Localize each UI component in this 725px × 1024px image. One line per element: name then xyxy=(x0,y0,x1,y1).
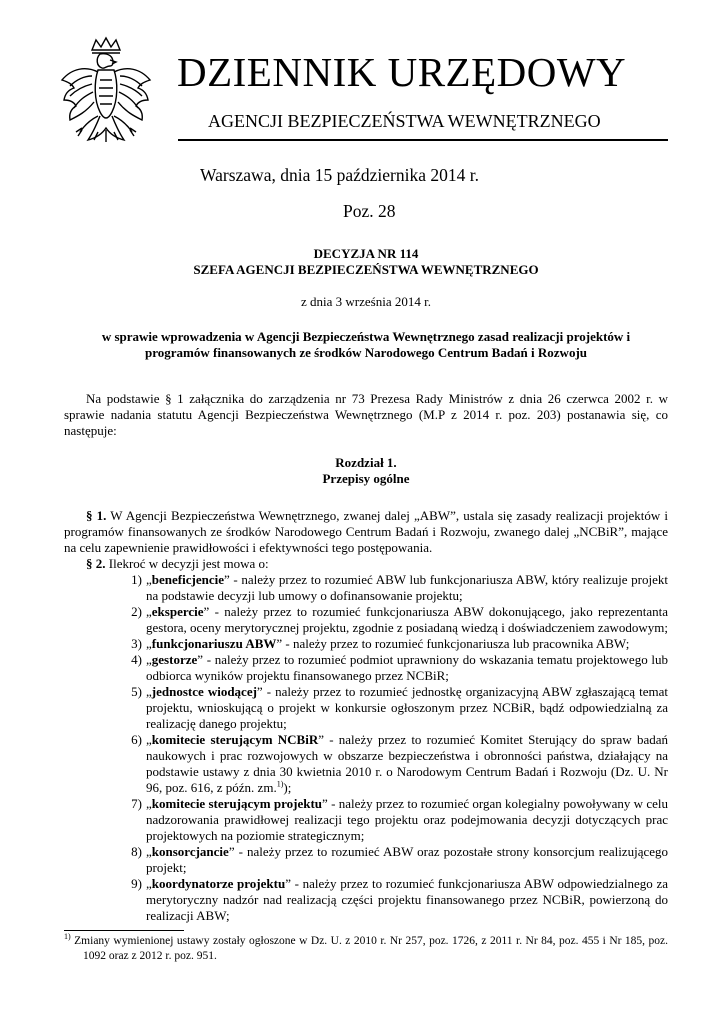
item-number: 8) xyxy=(131,844,142,859)
chapter-title: Przepisy ogólne xyxy=(322,471,410,486)
item-number: 4) xyxy=(131,652,142,667)
defined-term: komitecie sterującym projektu xyxy=(151,796,323,811)
masthead-divider xyxy=(178,139,668,141)
defined-term: koordynatorze projektu xyxy=(151,876,286,891)
defined-term: konsorcjancie xyxy=(151,844,229,859)
list-item xyxy=(131,652,668,684)
paragraph-text: W Agencji Bezpieczeństwa Wewnętrznego, zwanej dalej „ABW”, ustala się zasady realizacji projektów i programów finansowanych ze środków Narodowego Centrum Badań i Rozwoju, zwanego dalej „NCBiR”, mające na celu zapewnienie prawidłowości i efektywności tego postępowania. xyxy=(64,508,669,555)
item-number: 5) xyxy=(131,684,142,699)
item-number: 9) xyxy=(131,876,142,891)
list-item xyxy=(131,684,668,732)
definition-text: ” - należy przez to rozumieć ABW lub funkcjonariusza ABW, który realizuje projekt na podstawie decyzji lub umowy o dofinansowanie projektu; xyxy=(146,572,668,603)
list-item xyxy=(131,796,668,844)
journal-subtitle: AGENCJI BEZPIECZEŃSTWA WEWNĘTRZNEGO xyxy=(208,111,601,131)
defined-term: beneficjencie xyxy=(151,572,224,587)
item-number: 2) xyxy=(131,604,142,619)
quote-mark: „ xyxy=(146,652,152,667)
defined-term: jednostce wiodącej xyxy=(151,684,257,699)
subject-line: programów finansowanych ze środków Narodowego Centrum Badań i Rozwoju xyxy=(144,345,588,360)
list-item xyxy=(131,572,668,604)
item-number: 1) xyxy=(131,572,142,587)
paragraph-2 xyxy=(64,556,668,572)
quote-mark: „ xyxy=(146,876,152,891)
item-number: 6) xyxy=(131,732,142,747)
item-number: 7) xyxy=(131,796,142,811)
quote-mark: „ xyxy=(146,684,152,699)
footnote xyxy=(64,934,668,964)
defined-term: ekspercie xyxy=(151,604,204,619)
eagle-emblem-icon xyxy=(58,36,154,154)
decision-date: z dnia 3 września 2014 r. xyxy=(301,294,431,309)
subject-line: w sprawie wprowadzenia w Agencji Bezpieczeństwa Wewnętrznego zasad realizacji projektów i xyxy=(101,329,631,344)
definition-text: ” - należy przez to rozumieć organ kolegialny powoływany w celu nadzorowania prawidłowej realizacji tego projektu oraz podejmowania decyzji dotyczących prac projektowych na poziomie strategicznym; xyxy=(146,796,668,843)
quote-mark: „ xyxy=(146,796,152,811)
defined-term: funkcjonariuszu ABW xyxy=(151,636,277,651)
list-item xyxy=(131,732,668,796)
footnote-reference[interactable]: 1) xyxy=(276,779,284,789)
paragraph-label: § 1. xyxy=(86,508,107,523)
chapter-number: Rozdział 1. xyxy=(335,455,397,470)
quote-mark: „ xyxy=(146,604,152,619)
list-item xyxy=(131,844,668,876)
paragraph-label: § 2. xyxy=(86,556,106,571)
definition-text: ” - należy przez to rozumieć Komitet Sterujący do spraw badań naukowych i prac rozwojowych w obszarze bezpieczeństwa i obronności państwa, działający na podstawie ustawy z dnia 30 kwietnia 2010 r. o Narodowym Centrum Badań i Rozwoju (Dz. U. Nr 96, poz. 616, z późn. zm. xyxy=(146,732,668,795)
definitions-list xyxy=(64,572,668,924)
footnote-text: Zmiany wymienionej ustawy zostały ogłoszone w Dz. U. z 2010 r. Nr 257, poz. 1726, z 2011 r. Nr 84, poz. 455 i Nr 185, poz. 1092 oraz z 2012 r. poz. 951. xyxy=(74,935,669,962)
definition-text: ” - należy przez to rozumieć jednostkę organizacyjną ABW zgłaszającą temat projektu, wnioskującą o projekt w konkursie ogłoszonym przez NCBiR, bądź odpowiedzialną za realizację danego projektu; xyxy=(146,684,668,731)
quote-mark: „ xyxy=(146,636,152,651)
definition-text: ” - należy przez to rozumieć funkcjonariusza ABW dokonującego, jako reprezentanta gestora, oceny merytorycznej projektu, zgodnie z posiadaną wiedzą i doświadczeniem zawodowym; xyxy=(146,604,668,635)
chapter-heading xyxy=(64,455,668,487)
decision-subject xyxy=(64,329,668,361)
definition-text-tail: ); xyxy=(283,780,292,795)
position-number: Poz. 28 xyxy=(343,201,396,221)
footnote-divider xyxy=(64,930,184,931)
definition-text: ” - należy przez to rozumieć funkcjonariusza ABW odpowiedzialnego za merytoryczny nadzór nad realizacją części projektu finansowanego przez NCBiR, powierzoną do realizacji ABW; xyxy=(146,876,668,923)
footnote-mark: 1) xyxy=(64,932,71,942)
quote-mark: „ xyxy=(146,844,152,859)
list-item xyxy=(131,876,668,924)
quote-mark: „ xyxy=(146,572,152,587)
definition-text: ” - należy przez to rozumieć ABW oraz pozostałe strony konsorcjum realizującego projekt; xyxy=(146,844,668,875)
list-item xyxy=(131,604,668,636)
definition-text: ” - należy przez to rozumieć podmiot uprawniony do wskazania tematu projektowego lub odbiorca wyników projektu finansowanego przez NCBiR; xyxy=(146,652,668,683)
definition-text: ” - należy przez to rozumieć funkcjonariusza lub pracownika ABW; xyxy=(276,636,630,651)
decision-number: DECYZJA NR 114 xyxy=(313,246,419,261)
paragraph-1 xyxy=(64,508,668,556)
defined-term: gestorze xyxy=(151,652,198,667)
dateline: Warszawa, dnia 15 października 2014 r. xyxy=(200,165,479,185)
quote-mark: „ xyxy=(146,732,152,747)
paragraph-text: Ilekroć w decyzji jest mowa o: xyxy=(108,556,269,571)
journal-title: DZIENNIK URZĘDOWY xyxy=(177,49,627,95)
decision-issuer: SZEFA AGENCJI BEZPIECZEŃSTWA WEWNĘTRZNEGO xyxy=(193,262,539,277)
preamble: Na podstawie § 1 załącznika do zarządzenia nr 73 Prezesa Rady Ministrów z dnia 26 czerwca 2002 r. w sprawie nadania statutu Agencji Bezpieczeństwa Wewnętrznego (M.P z 2014 r. poz. 203) postanawia się, co następuje: xyxy=(64,391,668,438)
list-item xyxy=(131,636,668,652)
item-number: 3) xyxy=(131,636,142,651)
defined-term: komitecie sterującym NCBiR xyxy=(151,732,319,747)
document-body xyxy=(64,246,668,924)
